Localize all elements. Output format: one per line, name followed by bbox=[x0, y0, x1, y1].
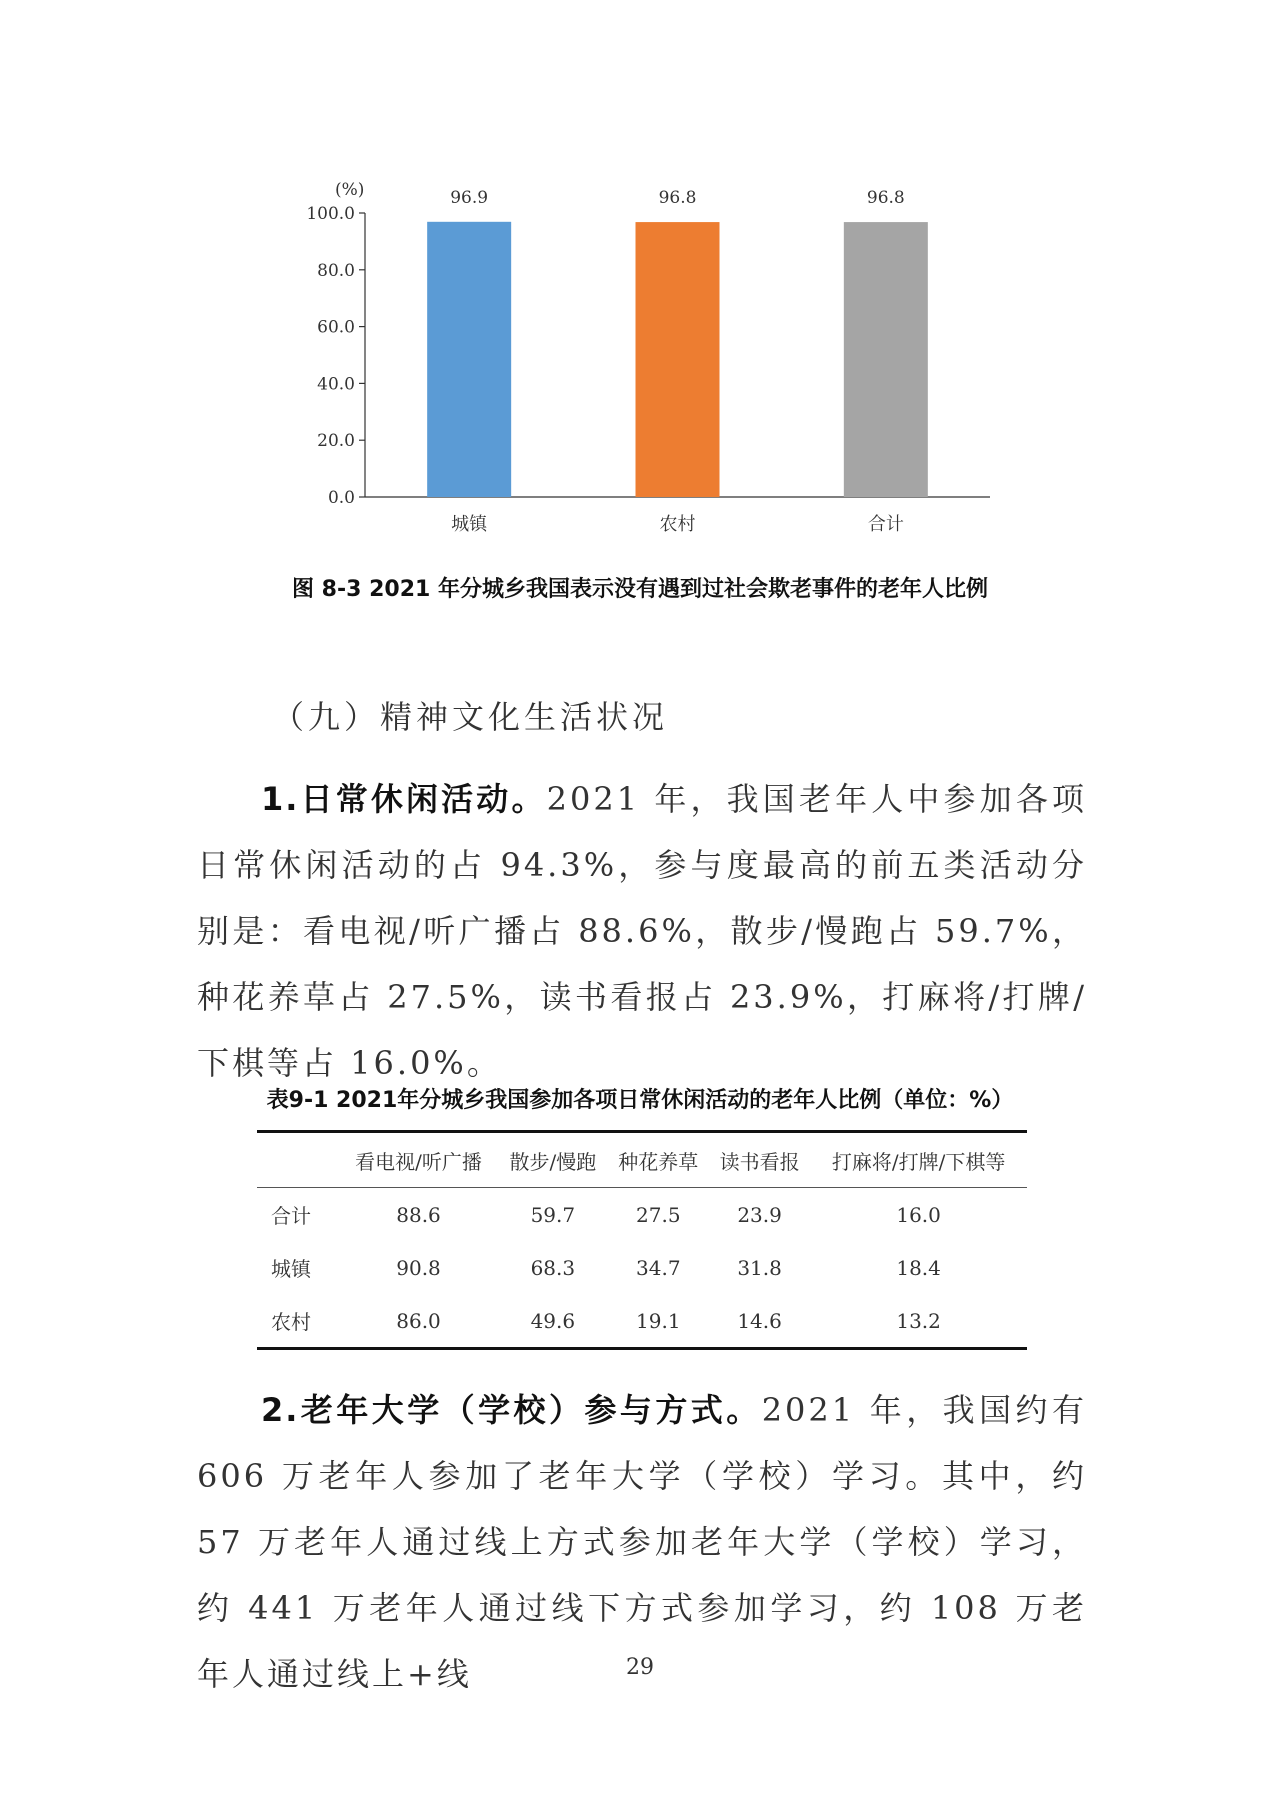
bar-1 bbox=[427, 222, 511, 497]
leisure-activity-table bbox=[257, 1130, 1027, 1350]
table-cell: 23.9 bbox=[737, 1202, 782, 1227]
table-header-cell: 打麻将/打牌/下棋等 bbox=[810, 1132, 1027, 1188]
table-cell: 27.5 bbox=[636, 1202, 681, 1227]
table-cell: 13.2 bbox=[810, 1294, 1027, 1349]
table-cell: 14.6 bbox=[709, 1294, 810, 1349]
bar-value-label: 96.8 bbox=[866, 188, 905, 209]
table-header-cell: 种花养草 bbox=[608, 1132, 709, 1188]
y-tick-label: 40.0 bbox=[317, 374, 355, 395]
figure-caption: 图 8-3 2021 年分城乡我国表示没有遇到过社会欺老事件的老年人比例 bbox=[292, 577, 988, 602]
table-row-label: 农村 bbox=[257, 1294, 339, 1349]
y-tick-label: 80.0 bbox=[317, 260, 355, 281]
bar-value-label: 96.9 bbox=[450, 187, 489, 208]
paragraph-senior-university-title: 2.老年大学（学校）参与方式。 bbox=[261, 1391, 762, 1429]
table-header-cell: 散步/慢跑 bbox=[498, 1132, 608, 1188]
table-header-cell: 看电视/听广播 bbox=[339, 1132, 498, 1188]
table-row-label: 合计 bbox=[271, 1204, 311, 1228]
table-cell: 18.4 bbox=[896, 1255, 941, 1280]
paragraph-leisure-title: 1.日常休闲活动。 bbox=[261, 780, 547, 818]
table-cell: 59.7 bbox=[530, 1202, 576, 1227]
table-cell: 49.6 bbox=[498, 1294, 608, 1349]
paragraph-leisure-text: 2021 年，我国老年人中参加各项日常休闲活动的占 94.3%，参与度最高的前五类活动分别是：看电视/听广播占 88.6%，散步/慢跑占 59.7%，种花养草占 27.5%，读书看报占 23.9%，打麻将/打牌/下棋等占 16.0%。 bbox=[197, 780, 1087, 1082]
table-row bbox=[257, 1188, 1027, 1242]
table-header-row bbox=[257, 1132, 1027, 1188]
table-title: 表9-1 2021年分城乡我国参加各项日常休闲活动的老年人比例（单位：%） bbox=[266, 1088, 1014, 1113]
table-header-cell: 读书看报 bbox=[709, 1132, 810, 1188]
paragraph-leisure-activities bbox=[197, 766, 1087, 1096]
y-tick-label: 20.0 bbox=[317, 431, 355, 452]
y-tick-label: 100.0 bbox=[306, 204, 355, 224]
table-row bbox=[257, 1294, 1027, 1349]
bar-chart bbox=[0, 0, 1280, 560]
bar-value-label: 96.8 bbox=[658, 188, 697, 209]
table-row-label: 城镇 bbox=[271, 1257, 311, 1281]
table-cell: 31.8 bbox=[737, 1255, 782, 1280]
table-header-cell bbox=[257, 1132, 339, 1188]
bar-2 bbox=[636, 222, 720, 497]
x-category-label: 城镇 bbox=[451, 514, 488, 535]
section-heading: （九）精神文化生活状况 bbox=[272, 698, 669, 736]
table-cell: 19.1 bbox=[608, 1294, 709, 1349]
page-number: 29 bbox=[626, 1655, 654, 1680]
x-category-label: 合计 bbox=[867, 514, 904, 535]
table-cell: 86.0 bbox=[339, 1294, 498, 1349]
bar-3 bbox=[844, 222, 928, 497]
y-tick-label: 60.0 bbox=[317, 317, 355, 338]
y-tick-label: 0.0 bbox=[327, 488, 355, 508]
table-cell: 34.7 bbox=[636, 1255, 681, 1280]
table-cell: 68.3 bbox=[530, 1255, 576, 1280]
table-cell: 90.8 bbox=[396, 1255, 441, 1280]
table-cell: 16.0 bbox=[896, 1202, 941, 1227]
y-axis-unit-label: (%) bbox=[335, 180, 365, 200]
x-category-label: 农村 bbox=[659, 514, 696, 535]
table-cell: 88.6 bbox=[396, 1202, 441, 1227]
paragraph-senior-university-text: 2021 年，我国约有 606 万老年人参加了老年大学（学校）学习。其中，约 57 万老年人通过线上方式参加老年大学（学校）学习，约 441 万老年人通过线下方式参加学习，约 108 万老年人通过线上+线 bbox=[197, 1391, 1087, 1693]
table-row bbox=[257, 1241, 1027, 1294]
